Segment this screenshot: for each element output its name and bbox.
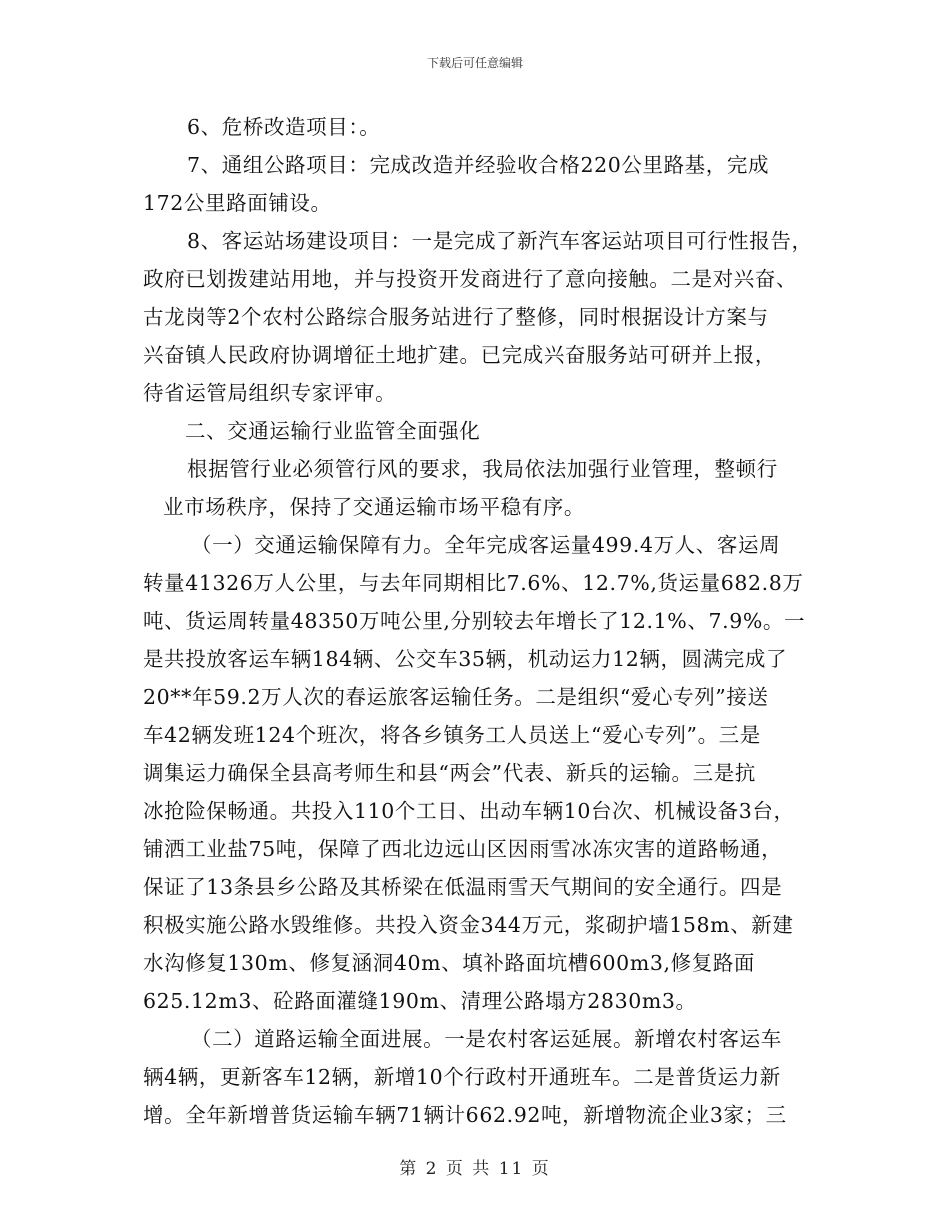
paragraph-line: 625.12m3、砼路面灌缝190m、清理公路塌方2830m3。 <box>143 989 697 1013</box>
paragraph-line: 车42辆发班124个班次，将各乡镇务工人员送上“爱心专列”。三是 <box>143 723 761 747</box>
paragraph-line: 6、危桥改造项目：。 <box>187 115 381 139</box>
header-note: 下载后可任意编辑 <box>426 56 523 70</box>
paragraph-line: 古龙岗等2个农村公路综合服务站进行了整修，同时根据设计方案与 <box>143 305 769 329</box>
paragraph-line: （一）交通运输保障有力。全年完成客运量499.4万人、客运周 <box>191 533 781 557</box>
paragraph-line: 积极实施公路水毁维修。共投入资金344万元，浆砌护墙158m、新建 <box>143 913 794 937</box>
paragraph-line: 8、客运站场建设项目：一是完成了新汽车客运站项目可行性报告， <box>187 229 813 253</box>
paragraph-line: 转量41326万人公里，与去年同期相比7.6%、12.7%,货运量682.8万 <box>143 571 804 595</box>
paragraph-line: 辆4辆，更新客车12辆，新增10个行政村开通班车。二是普货运力新 <box>143 1065 781 1089</box>
paragraph-line: 待省运管局组织专家评审。 <box>143 381 397 405</box>
paragraph-line: 7、通组公路项目：完成改造并经验收合格220公里路基，完成 <box>187 153 770 177</box>
paragraph-line: 水沟修复130m、修复涵洞40m、填补路面坑槽600m3,修复路面 <box>143 951 756 975</box>
paragraph-line: （二）道路运输全面进展。一是农村客运延展。新增农村客运车 <box>191 1027 782 1051</box>
paragraph-line: 保证了13条县乡公路及其桥梁在低温雨雪天气期间的安全通行。四是 <box>143 875 783 899</box>
paragraph-line: 冰抢险保畅通。共投入110个工日、出动车辆10台次、机械设备3台， <box>143 799 795 823</box>
paragraph-line: 20**年59.2万人次的春运旅客运输任务。二是组织“爱心专列”接送 <box>143 685 769 709</box>
page-number: 第 2 页 共 11 页 <box>399 1159 551 1179</box>
document-body <box>143 108 811 1134</box>
paragraph-line: 172公里路面铺设。 <box>143 191 332 215</box>
paragraph-line: 是共投放客运车辆184辆、公交车35辆，机动运力12辆，圆满完成了 <box>143 647 788 671</box>
paragraph-line: 兴奋镇人民政府协调增征土地扩建。已完成兴奋服务站可研并上报， <box>143 343 776 367</box>
paragraph-line: 吨、货运周转量48350万吨公里,分别较去年增长了12.1%、7.9%。一 <box>143 609 806 633</box>
paragraph-line: 根据管行业必须管行风的要求，我局依法加强行业管理，整顿行 <box>187 457 778 481</box>
paragraph-line: 业市场秩序，保持了交通运输市场平稳有序。 <box>163 495 585 519</box>
paragraph-line: 铺洒工业盐75吨，保障了西北边远山区因雨雪冰冻灾害的道路畅通， <box>143 837 783 861</box>
paragraph-line: 调集运力确保全县高考师生和县“两会”代表、新兵的运输。三是抗 <box>143 761 756 785</box>
paragraph-line: 增。全年新增普货运输车辆71辆计662.92吨，新增物流企业3家；三 <box>143 1103 787 1127</box>
paragraph-line: 政府已划拨建站用地，并与投资开发商进行了意向接触。二是对兴奋、 <box>143 267 798 291</box>
section-heading: 二、交通运输行业监管全面强化 <box>185 419 481 443</box>
